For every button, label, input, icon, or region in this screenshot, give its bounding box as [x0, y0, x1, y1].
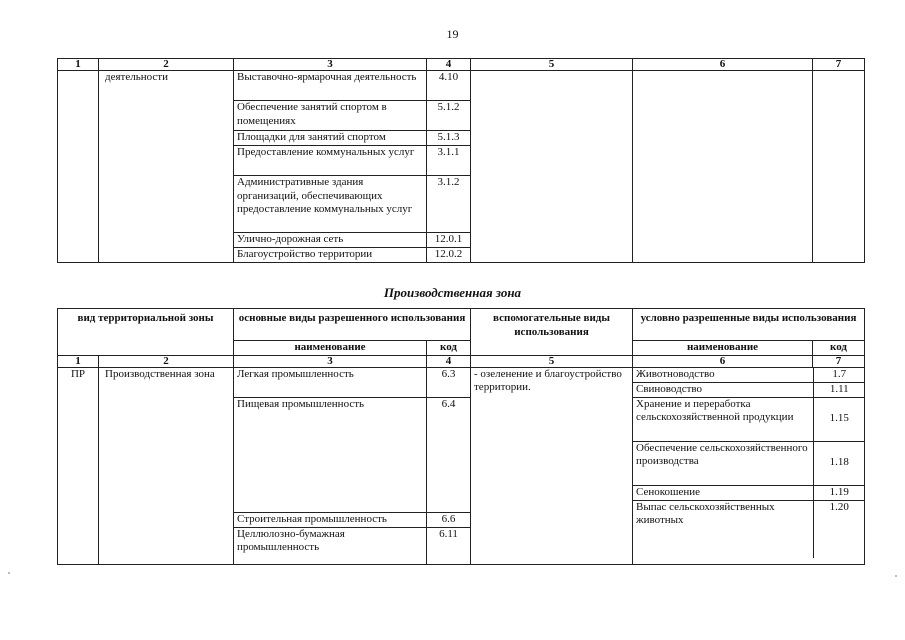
use-name-cell: Строительная промышленность: [234, 512, 427, 527]
conditional-use-name: Животноводство: [633, 368, 813, 383]
column-number-row: [58, 59, 865, 71]
use-code-cell: 5.1.3: [427, 131, 471, 146]
use-name-cell: Улично-дорожная сеть: [234, 233, 427, 248]
use-name-cell: Предоставление коммунальных услуг: [234, 146, 427, 176]
zone-code-cell: ПР: [58, 367, 99, 564]
list-item: [633, 397, 865, 441]
conditional-use-name: Выпас сельскохозяйственных животных: [633, 500, 813, 558]
use-code-cell: 4.10: [427, 71, 471, 101]
conditional-use-name: Обеспечение сельскохозяйственного производства: [633, 441, 813, 485]
column-number: 3: [234, 59, 427, 71]
conditional-name-subheader: наименование: [633, 341, 813, 356]
column-number: 6: [633, 59, 813, 71]
conditional-uses-list: [633, 368, 865, 558]
use-name-cell: Выставочно-ярмарочная деятельность: [234, 71, 427, 101]
use-code-cell: 5.1.2: [427, 101, 471, 131]
conditional-use-code: 1.11: [813, 382, 865, 397]
use-name-cell: Благоустройство территории: [234, 248, 427, 263]
conditional-uses-cell: [633, 71, 813, 263]
continued-land-use-table: [57, 58, 865, 263]
list-item: [633, 382, 865, 397]
auxiliary-uses-cell: - озеленение и благоустройство территории.: [471, 367, 633, 564]
use-name-cell: Административные здания организаций, обеспечивающих предоставление коммунальных услуг: [234, 176, 427, 233]
zone-name-cell: Производственная зона: [99, 367, 234, 564]
column-number: 5: [471, 355, 633, 367]
page-number: 19: [446, 27, 459, 41]
conditional-uses-cell: [633, 367, 865, 564]
header-row: [58, 309, 865, 341]
section-title: Производственная зона: [383, 285, 522, 300]
main-code-subheader: код: [427, 341, 471, 356]
scan-speck: [8, 572, 10, 574]
use-name-cell: Легкая промышленность: [234, 367, 427, 397]
conditional-use-name: Хранение и переработка сельскохозяйственной продукции: [633, 397, 813, 441]
column-number: 7: [813, 59, 865, 71]
zone-type-header: вид территориальной зоны: [58, 309, 234, 356]
list-item: [633, 441, 865, 485]
conditional-use-name: Сенокошение: [633, 485, 813, 500]
use-name-cell: Целлюлозно-бумажная промышленность: [234, 527, 427, 564]
use-code-cell: 12.0.1: [427, 233, 471, 248]
conditional-uses-header: условно разрешенные виды использования: [633, 309, 865, 341]
conditional-use-code: 1.19: [813, 485, 865, 500]
conditional-use-name: Свиноводство: [633, 382, 813, 397]
conditional-code-subheader: код: [813, 341, 865, 356]
list-item: [633, 368, 865, 383]
use-name-cell: Обеспечение занятий спортом в помещениях: [234, 101, 427, 131]
zone-code-cell: [58, 71, 99, 263]
column-number: 5: [471, 59, 633, 71]
column-number-row: [58, 355, 865, 367]
auxiliary-uses-cell: [471, 71, 633, 263]
column-number: 3: [234, 355, 427, 367]
conditional-use-code: 1.18: [813, 441, 865, 485]
column-number: 7: [813, 355, 865, 367]
use-code-cell: 3.1.2: [427, 176, 471, 233]
zone-name-cell: деятельности: [99, 71, 234, 263]
list-item: [633, 500, 865, 558]
column-number: 1: [58, 59, 99, 71]
table-row: [58, 71, 865, 101]
column-number: 2: [99, 59, 234, 71]
column-number: 4: [427, 59, 471, 71]
column-number: 2: [99, 355, 234, 367]
use-name-cell: Пищевая промышленность: [234, 397, 427, 512]
main-name-subheader: наименование: [234, 341, 427, 356]
conditional-use-code: 1.20: [813, 500, 865, 558]
scan-speck: [895, 575, 897, 577]
list-item: [633, 485, 865, 500]
use-code-cell: 3.1.1: [427, 146, 471, 176]
column-number: 1: [58, 355, 99, 367]
conditional-code-cell: [813, 71, 865, 263]
use-code-cell: 6.3: [427, 367, 471, 397]
use-code-cell: 6.4: [427, 397, 471, 512]
auxiliary-uses-header: вспомогательные виды использования: [471, 309, 633, 356]
conditional-use-code: 1.15: [813, 397, 865, 441]
main-uses-header: основные виды разрешенного использования: [234, 309, 471, 341]
column-number: 6: [633, 355, 813, 367]
conditional-use-code: 1.7: [813, 368, 865, 383]
industrial-zone-table: [57, 308, 865, 565]
column-number: 4: [427, 355, 471, 367]
use-code-cell: 6.11: [427, 527, 471, 564]
use-code-cell: 6.6: [427, 512, 471, 527]
table-row: [58, 367, 865, 397]
use-code-cell: 12.0.2: [427, 248, 471, 263]
use-name-cell: Площадки для занятий спортом: [234, 131, 427, 146]
